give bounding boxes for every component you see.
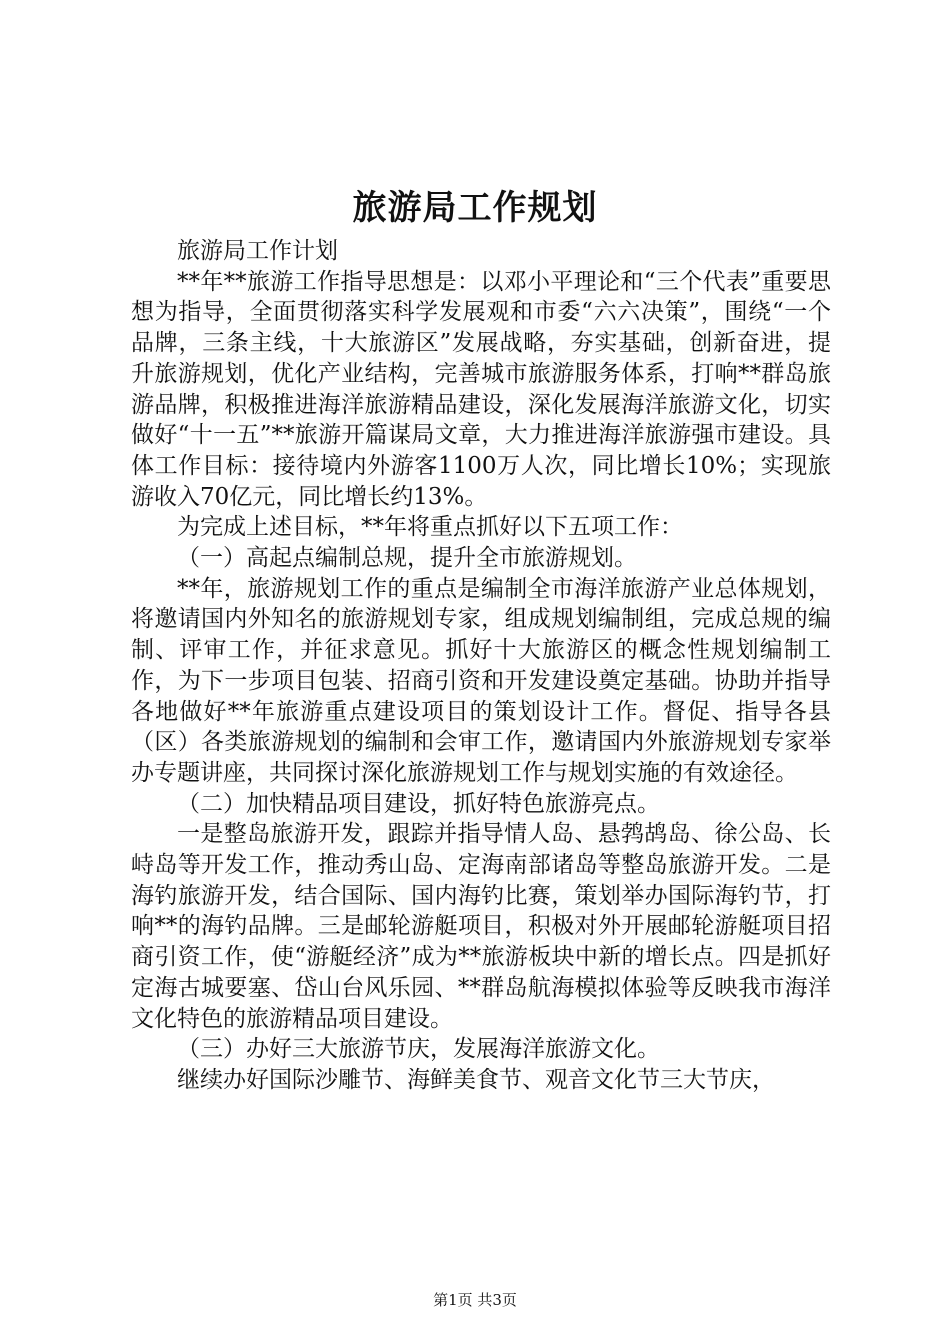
paragraph-guiding-thought: **年**旅游工作指导思想是：以邓小平理论和“三个代表”重要思想为指导，全面贯彻落实科学发展观和市委“六六决策”，围绕“一个品牌，三条主线，十大旅游区”发展战略，夯实基础，创新奋进，提升旅游规划，优化产业结构，完善城市旅游服务体系，打响**群岛旅游品牌，积极推进海洋旅游精品建设，深化发展海洋旅游文化，切实做好“十一五”**旅游开篇谋局文章，大力推进海洋旅游强市建设。具体工作目标：接待境内外游客1100万人次，同比增长10%；实现旅游收入70亿元，同比增长约13%。: [131, 268, 831, 510]
page-footer: 第1页 共3页: [433, 1291, 517, 1309]
document-title: 旅游局工作规划: [352, 188, 598, 228]
paragraph-subtitle: 旅游局工作计划: [177, 238, 338, 264]
paragraph-five-tasks-intro: 为完成上述目标，**年将重点抓好以下五项工作：: [177, 514, 683, 541]
heading-section-3: （三）办好三大旅游节庆，发展海洋旅游文化。: [177, 1036, 660, 1063]
paragraph-section-1: **年，旅游规划工作的重点是编制全市海洋旅游产业总体规划，将邀请国内外知名的旅游规划专家，组成规划编制组，完成总规的编制、评审工作，并征求意见。抓好十大旅游区的概念性规划编制工作，为下一步项目包装、招商引资和开发建设奠定基础。协助并指导各地做好**年旅游重点建设项目的策划设计工作。督促、指导各县（区）各类旅游规划的编制和会审工作，邀请国内外旅游规划专家举办专题讲座，共同探讨深化旅游规划工作与规划实施的有效途径。: [131, 575, 831, 786]
heading-section-1: （一）高起点编制总规，提升全市旅游规划。: [177, 545, 637, 572]
paragraph-section-3: 继续办好国际沙雕节、海鲜美食节、观音文化节三大节庆，: [177, 1066, 775, 1093]
heading-section-2: （二）加快精品项目建设，抓好特色旅游亮点。: [177, 790, 660, 817]
document-body: [131, 236, 831, 1096]
paragraph-section-2: 一是整岛旅游开发，跟踪并指导情人岛、悬鹁鸪岛、徐公岛、长峙岛等开发工作，推动秀山岛、定海南部诸岛等整岛旅游开发。二是海钓旅游开发，结合国际、国内海钓比赛，策划举办国际海钓节，打响**的海钓品牌。三是邮轮游艇项目，积极对外开展邮轮游艇项目招商引资工作，使“游艇经济”成为**旅游板块中新的增长点。四是抓好定海古城要塞、岱山台风乐园、**群岛航海模拟体验等反映我市海洋文化特色的旅游精品项目建设。: [131, 821, 831, 1032]
